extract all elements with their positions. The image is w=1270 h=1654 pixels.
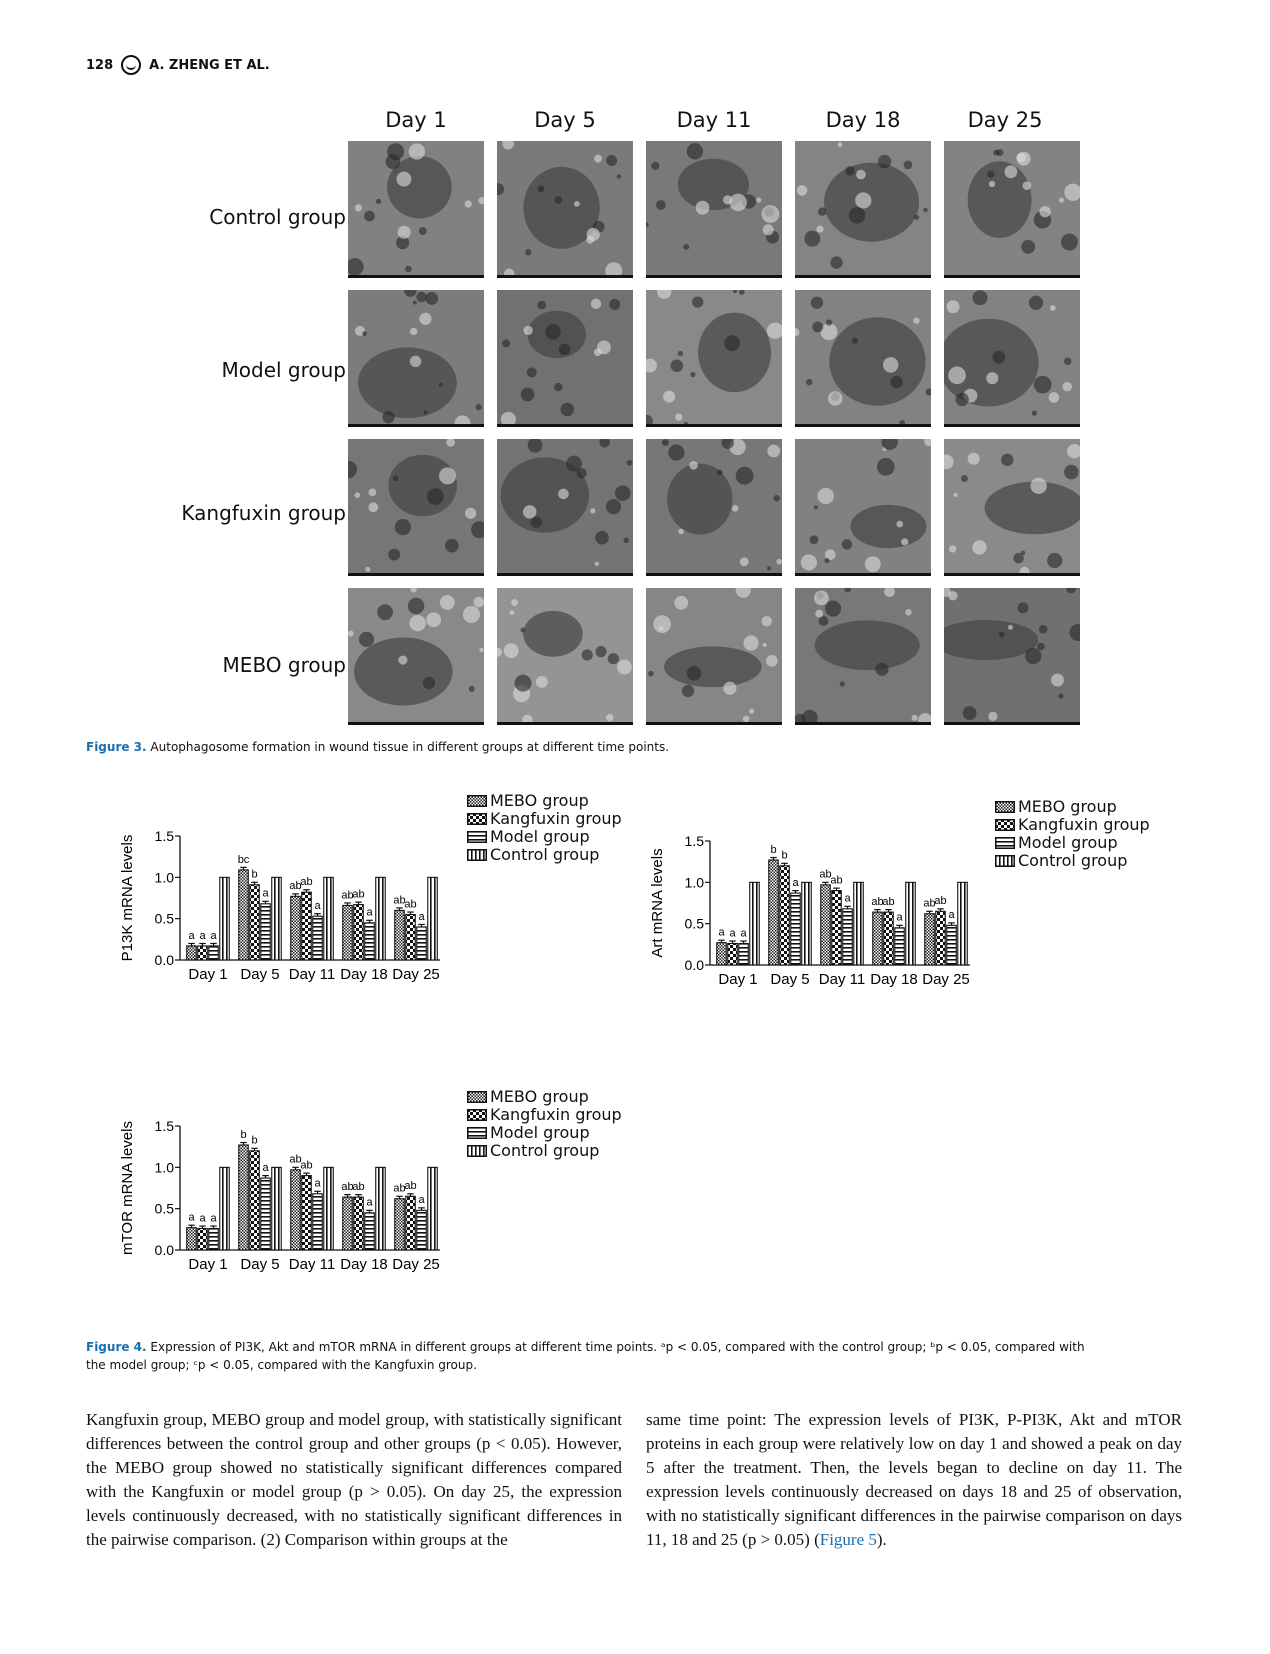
legend-label: Control group <box>490 1141 600 1160</box>
y-axis-label: mTOR mRNA levels <box>119 1121 136 1255</box>
legend-swatch-kangfuxin <box>995 819 1015 831</box>
bar-control <box>272 1167 282 1250</box>
significance-label: b <box>251 868 258 881</box>
row-label: Kangfuxin group <box>181 501 346 525</box>
legend-label: Kangfuxin group <box>1018 815 1150 834</box>
bar-model <box>947 925 957 965</box>
column-label: Day 25 <box>967 108 1043 132</box>
x-tick-label: Day 11 <box>288 966 336 983</box>
bar-control <box>802 882 812 965</box>
significance-label: a <box>210 1212 217 1225</box>
legend-pi3k <box>467 792 622 864</box>
x-tick-label: Day 1 <box>188 966 228 983</box>
x-tick-label: Day 5 <box>240 1256 280 1273</box>
page-number: 128 <box>86 57 114 73</box>
row-label: MEBO group <box>222 653 346 677</box>
column-label: Day 18 <box>825 108 901 132</box>
bar-mebo <box>291 896 301 960</box>
y-tick-label: 0.0 <box>154 1242 174 1258</box>
bar-control <box>428 877 438 960</box>
bar-control <box>324 877 334 960</box>
legend-swatch-mebo <box>995 801 1015 813</box>
x-tick-label: Day 5 <box>770 971 810 988</box>
bar-mebo <box>239 1145 249 1250</box>
column-label: Day 5 <box>534 108 596 132</box>
legend-item <box>995 834 1150 852</box>
significance-label: b <box>251 1134 258 1147</box>
significance-label: a <box>188 1211 195 1224</box>
bar-kangfuxin <box>884 912 894 965</box>
significance-label: a <box>199 929 206 942</box>
bar-model <box>261 904 271 960</box>
legend-swatch-model <box>467 1127 487 1139</box>
bar-kangfuxin <box>198 1229 208 1250</box>
row-label: Model group <box>221 358 346 382</box>
micrograph-image <box>944 588 1080 725</box>
significance-label: b <box>770 843 777 856</box>
significance-label: ab <box>819 868 832 881</box>
y-tick-label: 1.0 <box>154 869 174 886</box>
bar-model <box>895 928 905 965</box>
significance-label: ab <box>404 898 417 911</box>
x-tick-label: Day 1 <box>718 971 758 988</box>
body-text: same time point: The expression levels of PI3K, P-PI3K, Akt and mTOR proteins in each group were relatively low on day 1 and showed a peak on day 5 after the treatment. Then, the levels began to decline on day 11. The expression levels continuously decreased on days 18 and 25 of observation, with no statistically significant differences in the pairwise comparison on days 11, 18 and 25 (p > 0.05) ( <box>646 1410 1182 1549</box>
legend-item <box>995 816 1150 834</box>
legend-item <box>467 1124 622 1142</box>
chart-pi3k-svg <box>110 790 470 1040</box>
bar-model <box>417 1210 427 1250</box>
legend-item <box>467 846 622 864</box>
micrograph-image <box>795 141 931 278</box>
figure-3-caption <box>86 738 669 756</box>
bar-control <box>220 877 230 960</box>
bar-kangfuxin <box>250 885 260 960</box>
row-label: Control group <box>209 205 346 229</box>
y-tick-label: 0.5 <box>684 915 704 932</box>
significance-label: a <box>366 906 373 919</box>
significance-label: a <box>740 927 747 940</box>
bar-kangfuxin <box>250 1151 260 1250</box>
bar-mebo <box>395 910 405 960</box>
legend-label: Control group <box>490 845 600 864</box>
micrograph-image <box>497 290 633 427</box>
bar-model <box>209 1229 219 1250</box>
column-label: Day 1 <box>385 108 447 132</box>
significance-label: a <box>314 1177 321 1190</box>
bar-mebo <box>291 1170 301 1250</box>
micrograph-image <box>348 141 484 278</box>
significance-label: b <box>781 849 788 862</box>
significance-label: ab <box>393 1182 406 1195</box>
caption-label: Figure 3. <box>86 740 147 754</box>
y-axis-label: Art mRNA levels <box>649 848 666 958</box>
author-header: A. ZHENG ET AL. <box>149 57 270 73</box>
micrograph-image <box>944 439 1080 576</box>
bar-mebo <box>395 1199 405 1250</box>
legend-label: Kangfuxin group <box>490 809 622 828</box>
chart-mtor-svg <box>110 1080 470 1330</box>
significance-label: ab <box>300 876 313 889</box>
y-tick-label: 1.5 <box>154 828 174 844</box>
significance-label: a <box>199 1212 206 1225</box>
chart-pi3k <box>110 790 470 1040</box>
bar-control <box>376 877 386 960</box>
bar-kangfuxin <box>832 891 842 965</box>
significance-label: ab <box>352 1180 365 1193</box>
x-tick-label: Day 11 <box>818 971 866 988</box>
significance-label: a <box>314 900 321 913</box>
legend-item <box>467 1142 622 1160</box>
x-tick-label: Day 18 <box>340 966 388 983</box>
y-tick-label: 0.0 <box>154 952 174 968</box>
significance-label: a <box>896 911 903 924</box>
bar-model <box>365 923 375 960</box>
micrograph-image <box>795 290 931 427</box>
significance-label: a <box>210 929 217 942</box>
significance-label: a <box>792 876 799 889</box>
bar-kangfuxin <box>198 946 208 960</box>
caption-text: Expression of PI3K, Akt and mTOR mRNA in different groups at different time points. ᵃp < 0.05, compared with the control group; ᵇp < 0.05, compared with <box>150 1340 1085 1354</box>
chart-akt <box>640 795 1000 1045</box>
bar-mebo <box>239 870 249 960</box>
bar-mebo <box>925 914 935 965</box>
significance-label: ab <box>934 895 947 908</box>
figure-5-link[interactable]: Figure 5 <box>819 1530 877 1549</box>
x-tick-label: Day 25 <box>392 1256 440 1273</box>
bar-control <box>376 1167 386 1250</box>
bar-control <box>958 882 968 965</box>
legend-label: MEBO group <box>490 791 589 810</box>
bar-model <box>313 1194 323 1250</box>
bar-mebo <box>187 946 197 960</box>
bar-mebo <box>873 912 883 965</box>
significance-label: a <box>844 892 851 905</box>
significance-label: a <box>366 1196 373 1209</box>
bar-kangfuxin <box>406 1196 416 1250</box>
x-tick-label: Day 18 <box>870 971 918 988</box>
legend-swatch-model <box>995 837 1015 849</box>
bar-model <box>791 893 801 965</box>
legend-swatch-control <box>467 849 487 861</box>
y-axis-label: P13K mRNA levels <box>119 834 136 962</box>
legend-akt <box>995 798 1150 870</box>
legend-item <box>467 1106 622 1124</box>
micrograph-image <box>646 439 782 576</box>
x-tick-label: Day 18 <box>340 1256 388 1273</box>
significance-label: ab <box>923 897 936 910</box>
significance-label: a <box>188 929 195 942</box>
micrograph-image <box>795 588 931 725</box>
bar-kangfuxin <box>354 1197 364 1250</box>
legend-item <box>467 792 622 810</box>
micrograph-image <box>348 290 484 427</box>
legend-swatch-control <box>467 1145 487 1157</box>
caption-text: the model group; ᶜp < 0.05, compared with the Kangfuxin group. <box>86 1358 477 1372</box>
legend-label: Model group <box>490 827 590 846</box>
significance-label: ab <box>289 880 302 893</box>
bar-mebo <box>343 905 353 960</box>
bar-control <box>324 1167 334 1250</box>
bar-control <box>854 882 864 965</box>
bar-kangfuxin <box>936 911 946 965</box>
significance-label: a <box>718 926 725 939</box>
significance-label: ab <box>341 1180 354 1193</box>
micrograph-image <box>348 588 484 725</box>
bar-model <box>209 946 219 960</box>
y-tick-label: 0.5 <box>154 1200 174 1217</box>
legend-label: Kangfuxin group <box>490 1105 622 1124</box>
chart-akt-svg <box>640 795 1000 1045</box>
significance-label: ab <box>830 874 843 887</box>
bar-kangfuxin <box>354 905 364 960</box>
legend-swatch-kangfuxin <box>467 813 487 825</box>
legend-item <box>467 828 622 846</box>
y-tick-label: 1.0 <box>154 1159 174 1176</box>
significance-label: b <box>240 1128 247 1141</box>
bar-control <box>220 1167 230 1250</box>
bar-kangfuxin <box>780 866 790 965</box>
significance-label: ab <box>352 888 365 901</box>
bar-control <box>272 877 282 960</box>
micrograph-image <box>944 141 1080 278</box>
x-tick-label: Day 5 <box>240 966 280 983</box>
significance-label: a <box>262 1161 269 1174</box>
chart-mtor <box>110 1080 470 1330</box>
figure-3 <box>0 0 1270 754</box>
bar-control <box>906 882 916 965</box>
legend-label: Model group <box>490 1123 590 1142</box>
legend-label: MEBO group <box>1018 797 1117 816</box>
bar-kangfuxin <box>302 1176 312 1250</box>
legend-swatch-kangfuxin <box>467 1109 487 1121</box>
bar-mebo <box>769 860 779 965</box>
bar-kangfuxin <box>728 944 738 965</box>
significance-label: ab <box>393 894 406 907</box>
legend-mtor <box>467 1088 622 1160</box>
legend-label: Model group <box>1018 833 1118 852</box>
micrograph-image <box>646 588 782 725</box>
bar-model <box>313 916 323 960</box>
bar-mebo <box>821 885 831 965</box>
legend-label: MEBO group <box>490 1087 589 1106</box>
legend-swatch-mebo <box>467 1091 487 1103</box>
micrograph-image <box>944 290 1080 427</box>
micrograph-image <box>497 439 633 576</box>
bar-control <box>428 1167 438 1250</box>
bar-mebo <box>343 1197 353 1250</box>
legend-item <box>995 852 1150 870</box>
bar-mebo <box>717 943 727 965</box>
figure-4-caption <box>86 1338 1186 1374</box>
caption-label: Figure 4. <box>86 1340 147 1354</box>
micrograph-image <box>646 290 782 427</box>
bar-model <box>417 927 427 960</box>
y-tick-label: 1.5 <box>684 833 704 849</box>
bar-mebo <box>187 1228 197 1250</box>
significance-label: ab <box>871 895 884 908</box>
micrograph-image <box>795 439 931 576</box>
significance-label: a <box>418 910 425 923</box>
x-tick-label: Day 11 <box>288 1256 336 1273</box>
significance-label: a <box>418 1194 425 1207</box>
legend-label: Control group <box>1018 851 1128 870</box>
micrograph-image <box>646 141 782 278</box>
bar-kangfuxin <box>302 892 312 960</box>
legend-item <box>995 798 1150 816</box>
y-tick-label: 1.5 <box>154 1118 174 1134</box>
bar-control <box>750 882 760 965</box>
column-label: Day 11 <box>676 108 752 132</box>
x-tick-label: Day 1 <box>188 1256 228 1273</box>
significance-label: ab <box>404 1180 417 1193</box>
y-tick-label: 0.5 <box>154 910 174 927</box>
x-tick-label: Day 25 <box>392 966 440 983</box>
bar-kangfuxin <box>406 915 416 960</box>
legend-swatch-control <box>995 855 1015 867</box>
bar-model <box>739 944 749 965</box>
significance-label: ab <box>882 895 895 908</box>
significance-label: a <box>262 887 269 900</box>
significance-label: ab <box>289 1153 302 1166</box>
body-right-column <box>646 1408 1182 1552</box>
bar-model <box>365 1213 375 1250</box>
y-tick-label: 0.0 <box>684 957 704 973</box>
body-left-column: Kangfuxin group, MEBO group and model group, with statistically significant differences between the control group and other groups (p < 0.05). However, the MEBO group showed no statistically significant differences compared with the Kangfuxin or model group (p > 0.05). On day 25, the expression levels continuously decreased, with no statistically significant differences in the pairwise comparison. (2) Comparison within groups at the <box>86 1410 622 1549</box>
body-text: ). <box>876 1530 887 1549</box>
caption-text: Autophagosome formation in wound tissue in different groups at different time points. <box>150 740 670 754</box>
legend-swatch-model <box>467 831 487 843</box>
bar-model <box>261 1178 271 1250</box>
x-tick-label: Day 25 <box>922 971 970 988</box>
significance-label: a <box>948 909 955 922</box>
micrograph-image <box>497 588 633 725</box>
significance-label: ab <box>341 889 354 902</box>
y-tick-label: 1.0 <box>684 874 704 891</box>
legend-item <box>467 810 622 828</box>
bar-model <box>843 909 853 965</box>
legend-swatch-mebo <box>467 795 487 807</box>
significance-label: bc <box>237 853 250 866</box>
significance-label: ab <box>300 1159 313 1172</box>
micrograph-image <box>497 141 633 278</box>
significance-label: a <box>729 927 736 940</box>
micrograph-image <box>348 439 484 576</box>
legend-item <box>467 1088 622 1106</box>
